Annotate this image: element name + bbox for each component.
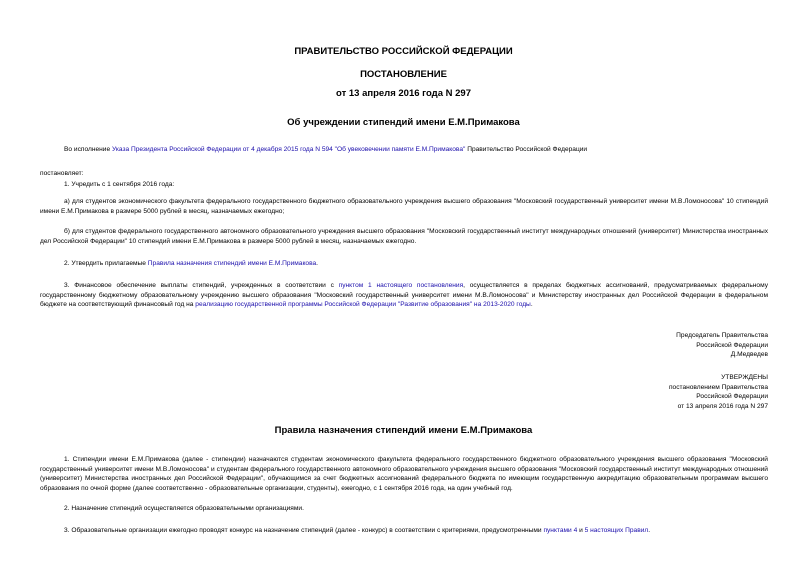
rule-3 xyxy=(64,526,764,536)
signature-name: Д.Медведев xyxy=(730,351,768,359)
approved-date: от 13 апреля 2016 года N 297 xyxy=(677,403,768,411)
point-5-link[interactable]: 5 настоящих Правил xyxy=(584,527,649,534)
item-2-text: 2. Утвердить прилагаемые xyxy=(64,260,148,267)
signature-position: Председатель Правительства xyxy=(676,332,768,339)
decree-link[interactable]: Указа Президента Российской Федерации от 4 декабря 2015 года N 594 "Об увековечении памяти Е.М.Примакова" xyxy=(111,146,466,153)
approved-block xyxy=(669,373,768,412)
item-3-text-b: , осуществляется в пределах бюджетных ассигнований, предусматриваемых федеральному государственному бюджетному образовательному учреждению высшего образования "Московский государственный университет имени М.В.Ломоносова" и Министерству иностранных дел Российской Федерации в федеральном бюджете на соответствующий финансовый год на xyxy=(40,282,768,308)
rule-3-end: . xyxy=(648,527,651,534)
approved-label: УТВЕРЖДЕНЫ xyxy=(721,374,768,381)
item-1: 1. Учредить с 1 сентября 2016 года: xyxy=(64,181,175,188)
item-2 xyxy=(64,259,764,269)
rules-title: Правила назначения стипендий имени Е.М.Примакова xyxy=(274,425,533,436)
rule-3-text: 3. Образовательные организации ежегодно проводят конкурс на назначение стипендий (далее - конкурс) в соответствии с критериями, предусмотренными xyxy=(64,527,544,534)
point-1-link[interactable]: пунктом 1 настоящего постановления xyxy=(338,282,464,289)
doc-title: Об учреждении стипендий имени Е.М.Примакова xyxy=(287,117,520,128)
doc-type-heading: ПОСТАНОВЛЕНИЕ xyxy=(360,69,447,80)
item-3-text-c: . xyxy=(530,301,533,308)
government-heading: ПРАВИТЕЛЬСТВО РОССИЙСКОЙ ФЕДЕРАЦИИ xyxy=(294,46,513,57)
preamble-text-after: Правительство Российской Федерации xyxy=(465,146,588,153)
program-link[interactable]: реализацию государственной программы Российской Федерации "Развитие образования" на 2013-2020 годы xyxy=(195,301,531,308)
item-1b: б) для студентов федерального государственного автономного образовательного учреждения высшего образования "Московский государственный институт международных отношений (университет) Министерства иностранных дел Российской Федерации" 10 стипендий имени Е.М.Примакова в размере 5000 рублей в месяц, назначаемых ежегодно. xyxy=(40,228,768,245)
rules-link[interactable]: Правила назначения стипендий имени Е.М.Примакова xyxy=(147,260,317,267)
item-1a: а) для студентов экономического факультета федерального государственного бюджетного образовательного учреждения высшего образования "Московский государственный университет имени М.В.Ломоносова" 10 стипендий имени Е.М.Примакова в размере 5000 рублей в месяц, назначаемых ежегодно; xyxy=(40,198,768,215)
signature-country: Российской Федерации xyxy=(696,341,768,349)
preamble-text: Во исполнение xyxy=(64,146,112,153)
signature-block xyxy=(676,331,768,360)
point-4-link[interactable]: пунктами 4 xyxy=(543,527,578,534)
decides-text: постановляет: xyxy=(40,170,84,177)
preamble xyxy=(64,145,764,155)
item-3-text-a: 3. Финансовое обеспечение выплаты стипендий, учрежденных в соответствии с xyxy=(64,282,339,289)
rule-1: 1. Стипендии имени Е.М.Примакова (далее - стипендии) назначаются студентам экономического факультета федерального государственного бюджетного образовательного учреждения высшего образования "Московский государственный университет имени М.В.Ломоносова" и студентам федерального государственного автономного образовательного учреждения высшего образования "Московский государственный институт международных отношений (университет) Министерства иностранных дел Российской Федерации", обучающимся за счет бюджетных ассигнований федерального бюджета по имеющим государственную аккредитацию образовательным программам высшего образования по очной форме (далее соответственно - образовательные организации, студенты), ежегодно, с 1 сентября 2016 года, на один учебный год. xyxy=(40,456,768,492)
rule-3-mid: и xyxy=(577,527,585,534)
item-3 xyxy=(40,281,768,310)
approved-by: постановлением Правительства xyxy=(668,383,768,391)
doc-date: от 13 апреля 2016 года N 297 xyxy=(336,88,471,99)
approved-country: Российской Федерации xyxy=(696,393,768,401)
item-2-end: . xyxy=(316,260,319,267)
rule-2: 2. Назначение стипендий осуществляется образовательными организациями. xyxy=(64,505,304,512)
